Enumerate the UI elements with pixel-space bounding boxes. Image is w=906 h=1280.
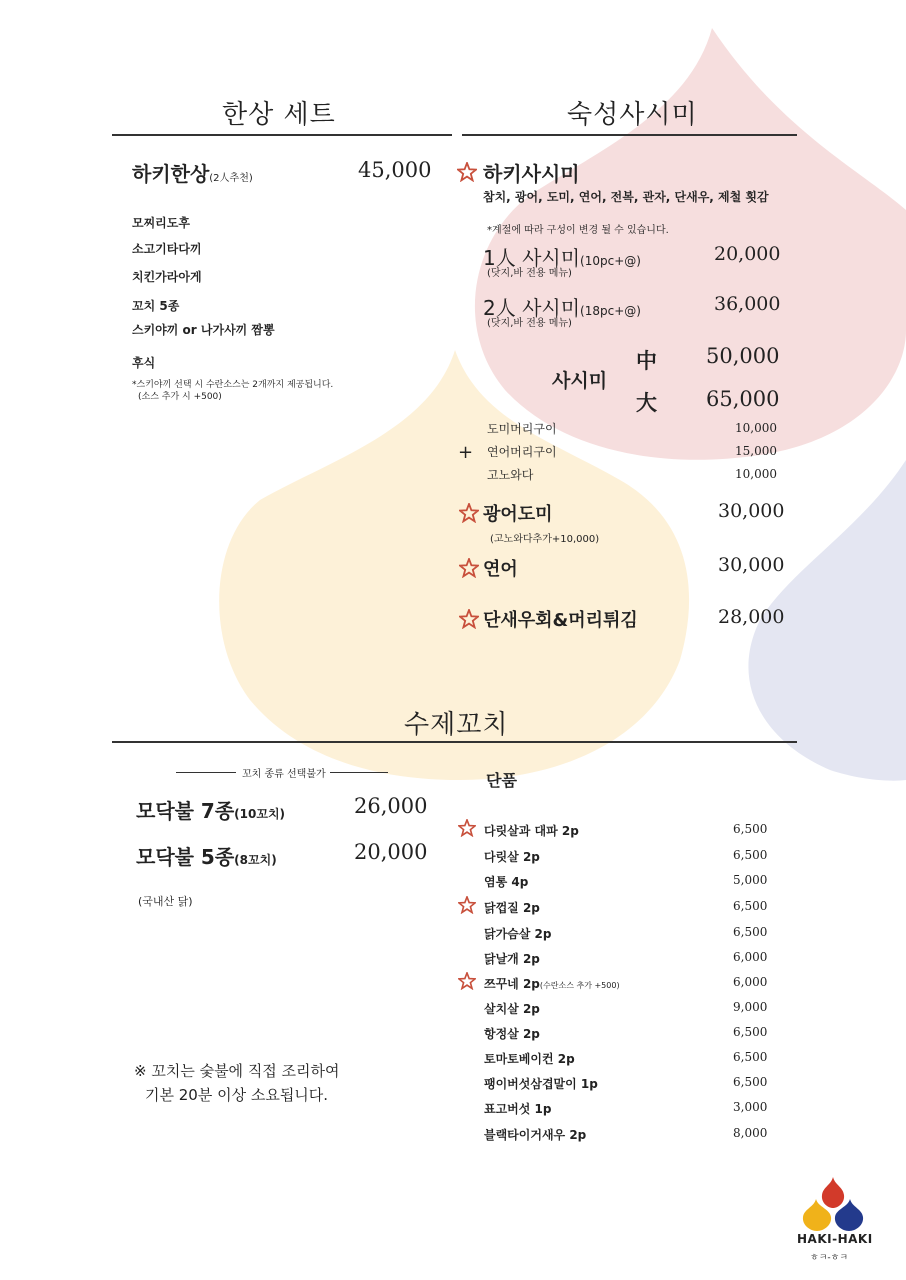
single-item-name: 토마토베이컨 2p xyxy=(484,1052,575,1066)
kkochi-rule xyxy=(112,741,797,743)
hansang-title: 한상 세트 xyxy=(222,100,336,130)
one-sashimi-pc: (10pc+@) xyxy=(580,254,641,268)
hansang-line-6: 후식 xyxy=(132,356,156,370)
single-item-name: 다릿살 2p xyxy=(484,850,540,864)
set5-name: 모닥불 5종(8꼬치) xyxy=(136,845,277,869)
hansang-line-4: 꼬치 5종 xyxy=(132,299,180,313)
single-item-price: 6,500 xyxy=(733,822,768,836)
single-item-name: 염통 4p xyxy=(484,875,529,889)
sashimi-rule xyxy=(462,134,797,136)
single-title: 단품 xyxy=(486,771,517,790)
gwangeo-note: (고노와다추가+10,000) xyxy=(490,534,600,545)
no-choice-line-right xyxy=(330,772,388,773)
set5-note: (8꼬치) xyxy=(234,853,277,867)
single-item-price: 6,000 xyxy=(733,950,768,964)
star-icon xyxy=(459,503,479,523)
star-icon xyxy=(459,558,479,578)
hansang-line-2: 소고기타다끼 xyxy=(132,242,202,256)
sashimi-large-label: 大 xyxy=(636,391,657,415)
single-item-price: 6,500 xyxy=(733,1075,768,1089)
hansang-note-2: (소스 추가 시 +500) xyxy=(138,392,222,402)
logo-sub: ㅎㅋ-ㅎㅋ xyxy=(810,1253,849,1263)
single-item-name: 블랙타이거새우 2p xyxy=(484,1128,587,1142)
single-item-price: 9,000 xyxy=(733,1000,768,1014)
sashimi-mid-label: 中 xyxy=(636,349,657,373)
single-item-name: 쯔꾸네 2p(수란소스 추가 +500) xyxy=(484,977,620,991)
single-item-price: 6,500 xyxy=(733,1050,768,1064)
no-choice-line-left xyxy=(176,772,236,773)
set5-price: 20,000 xyxy=(354,840,428,864)
single-item-name: 항정살 2p xyxy=(484,1027,540,1041)
haki-logo-icon xyxy=(798,1175,868,1233)
sashimi-mid-price: 50,000 xyxy=(706,344,780,368)
hansang-rule xyxy=(112,134,452,136)
single-item-price: 6,000 xyxy=(733,975,768,989)
star-icon xyxy=(457,162,477,182)
sashimi-size-label: 사시미 xyxy=(552,370,608,392)
single-item-note: (수란소스 추가 +500) xyxy=(539,981,620,990)
haki-sashimi-name: 하키사시미 xyxy=(483,162,580,186)
cook-note-1: ※ 꼬치는 숯불에 직접 조리하여 xyxy=(134,1062,340,1080)
hansang-item-name: 하키한상(2人추천) xyxy=(132,162,253,186)
single-item-price: 8,000 xyxy=(733,1126,768,1140)
set7-note: (10꼬치) xyxy=(234,807,286,821)
star-icon xyxy=(458,819,476,837)
single-item-name: 닭날개 2p xyxy=(484,952,540,966)
star-icon xyxy=(458,896,476,914)
single-item-name: 다릿살과 대파 2p xyxy=(484,824,579,838)
single-item-price: 6,500 xyxy=(733,848,768,862)
addon-name-1: 도미머리구이 xyxy=(487,422,557,436)
haki-sashimi-desc: 참치, 광어, 도미, 연어, 전복, 관자, 단새우, 제철 횟감 xyxy=(483,190,769,204)
cook-note-2: 기본 20분 이상 소요됩니다. xyxy=(145,1086,329,1104)
single-item-name: 표고버섯 1p xyxy=(484,1102,552,1116)
kkochi-title: 수제꼬치 xyxy=(404,710,509,740)
addon-plus: + xyxy=(458,442,474,463)
salmon-price: 30,000 xyxy=(718,554,785,576)
addon-price-3: 10,000 xyxy=(735,467,777,481)
gwangeo-name: 광어도미 xyxy=(483,504,553,525)
single-item-price: 6,500 xyxy=(733,899,768,913)
one-sashimi-name: 1人 사시미(10pc+@) xyxy=(483,246,641,270)
star-icon xyxy=(458,972,476,990)
two-sashimi-pc: (18pc+@) xyxy=(580,304,641,318)
single-item-price: 6,500 xyxy=(733,925,768,939)
star-icon xyxy=(459,609,479,629)
addon-price-2: 15,000 xyxy=(735,444,777,458)
hansang-item-price: 45,000 xyxy=(358,158,432,182)
sashimi-large-price: 65,000 xyxy=(706,387,780,411)
no-choice-label: 꼬치 종류 선택불가 xyxy=(242,769,326,780)
hansang-note-1: *스키야끼 선택 시 수란소스는 2개까지 제공됩니다. xyxy=(132,380,334,390)
addon-price-1: 10,000 xyxy=(735,421,777,435)
set7-price: 26,000 xyxy=(354,794,428,818)
addon-name-2: 연어머리구이 xyxy=(487,445,557,459)
single-item-name: 닭가슴살 2p xyxy=(484,927,552,941)
logo-name: HAKI-HAKI xyxy=(797,1232,873,1246)
set7-name: 모닥불 7종(10꼬치) xyxy=(136,799,286,823)
single-item-price: 6,500 xyxy=(733,1025,768,1039)
sashimi-title: 숙성사시미 xyxy=(567,100,698,130)
addon-name-3: 고노와다 xyxy=(487,468,534,482)
single-item-price: 3,000 xyxy=(733,1100,768,1114)
one-sashimi-price: 20,000 xyxy=(714,243,781,265)
hansang-line-1: 모찌리도후 xyxy=(132,216,190,230)
shrimp-price: 28,000 xyxy=(718,606,785,628)
season-note: *계절에 따라 구성이 변경 될 수 있습니다. xyxy=(487,225,669,236)
shrimp-name: 단새우회&머리튀김 xyxy=(483,610,638,631)
origin-note: (국내산 닭) xyxy=(138,895,193,908)
two-sashimi-name: 2人 사시미(18pc+@) xyxy=(483,296,641,320)
hansang-line-5: 스키야끼 or 나가사끼 짬뽕 xyxy=(132,323,275,337)
single-item-name: 팽이버섯삼겹말이 1p xyxy=(484,1077,598,1091)
gwangeo-price: 30,000 xyxy=(718,500,785,522)
salmon-name: 연어 xyxy=(483,559,518,580)
single-item-price: 5,000 xyxy=(733,873,768,887)
hansang-line-3: 치킨가라아게 xyxy=(132,270,202,284)
two-sashimi-price: 36,000 xyxy=(714,293,781,315)
single-item-name: 살치살 2p xyxy=(484,1002,540,1016)
two-sashimi-note: (닷지,바 전용 메뉴) xyxy=(487,318,572,329)
hansang-item-note: (2人추천) xyxy=(209,173,253,184)
single-item-name: 닭껍질 2p xyxy=(484,901,540,915)
one-sashimi-note: (닷지,바 전용 메뉴) xyxy=(487,268,572,279)
